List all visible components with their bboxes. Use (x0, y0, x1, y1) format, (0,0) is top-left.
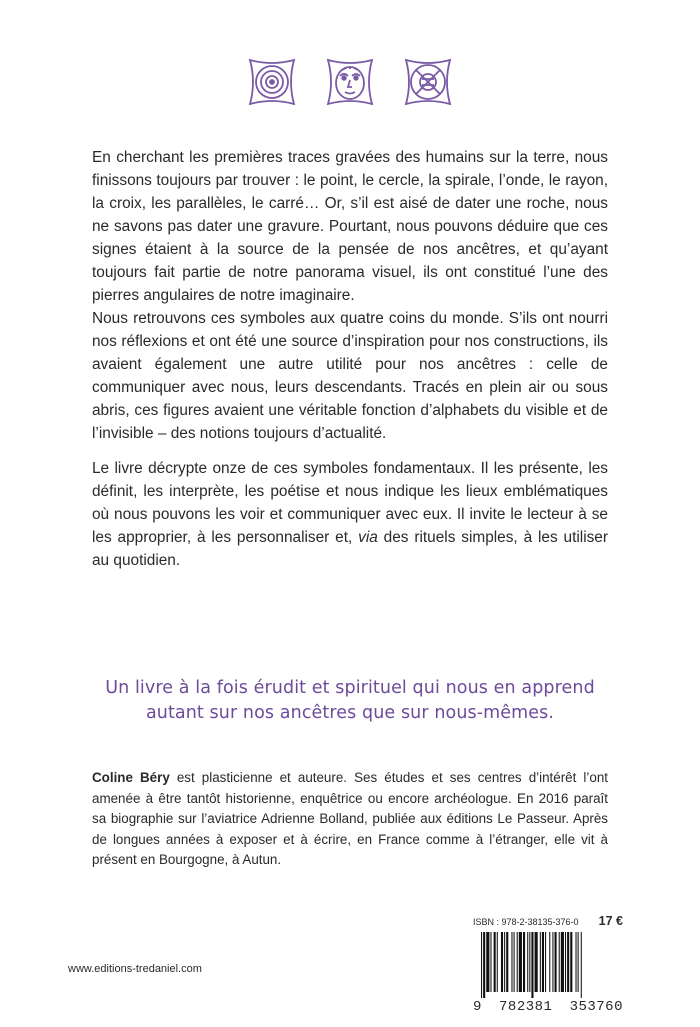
paragraph-1: En cherchant les premières traces gravées des humains sur la terre, nous finissons toujours par trouver : le point, le cercle, la spirale, l’onde, le rayon, la croix, les parallèles, le carré… Or, s’il est aisé de dater une roche, nous ne savons pas dater une gravure. Pourtant, nous pouvons déduire que ces signes étaient à la source de la pensée de nos ancêtres, et qu’ayant toujours fait partie de notre panorama visuel, ils ont constitué l’une des pierres angulaires de notre imaginaire. (92, 149, 608, 304)
author-bio (92, 768, 608, 871)
tagline (70, 676, 630, 726)
barcode-digits-right: 353760 (569, 999, 623, 1015)
barcode-bar (555, 932, 557, 992)
barcode-digits (473, 999, 623, 1015)
isbn-block (473, 914, 623, 1015)
barcode-digits-left: 782381 (499, 999, 553, 1015)
barcode-bar (531, 932, 533, 998)
symbols-row (0, 52, 700, 112)
barcode-bar (578, 932, 579, 992)
barcode-bar (481, 932, 482, 998)
barcode-bar (497, 932, 498, 992)
tagline-line-1: Un livre à la fois érudit et spirituel qui nous en apprend (105, 678, 595, 698)
isbn-number: ISBN : 978-2-38135-376-0 (473, 917, 579, 927)
barcode-bar (486, 932, 489, 992)
barcode-digit-first: 9 (473, 999, 482, 1015)
barcode-bar (535, 932, 538, 992)
author-name: Coline Béry (92, 770, 170, 785)
barcode-bar (517, 932, 518, 992)
paragraph-3-italic: via (358, 529, 378, 546)
paragraph-3 (92, 457, 608, 572)
barcode-bar (519, 932, 522, 992)
barcode (473, 932, 623, 998)
publisher-website[interactable]: www.editions-tredaniel.com (68, 963, 202, 975)
barcode-bar (559, 932, 560, 992)
barcode-bar (570, 932, 572, 992)
barcode-bar (483, 932, 485, 998)
barcode-bar (494, 932, 496, 992)
barcode-bar (567, 932, 569, 992)
barcode-bar (527, 932, 528, 992)
barcode-bar (552, 932, 553, 992)
wheel-pillow-symbol-icon (398, 52, 458, 112)
barcode-bar (514, 932, 515, 992)
tagline-line-2: autant sur nos ancêtres que sur nous-mêmes. (145, 703, 555, 723)
face-pillow-symbol-icon (320, 52, 380, 112)
barcode-bar (506, 932, 508, 992)
barcode-bar (490, 932, 491, 992)
author-bio-text: est plasticienne et auteure. Ses études et ses centres d’intérêt l’ont amenée à être tantôt historienne, enquêtrice ou encore archéologue. En 2016 paraît sa biographie sur l’aviatrice Adrienne Bolland, publiée aux éditions Le Passeur. Après de longues années à exposer et à écrire, en France comme à l’étranger, elle vit à présent en Bourgogne, à Autun. (92, 770, 608, 867)
back-cover-text (92, 146, 608, 572)
barcode-bar (529, 932, 530, 992)
paragraph-2: Nous retrouvons ces symboles aux quatre coins du monde. S’ils ont nourri nos réflexions et ont été une source d’inspiration pour nos constructions, ils avaient également une autre utilité pour nos ancêtres : celle de communiquer avec nous, leurs descendants. Tracés en plein air ou sous abris, ces figures avaient une véritable fonction d’alphabets du visible et de l’invisible – des notions toujours d’actualité. (92, 310, 608, 442)
barcode-bar (549, 932, 550, 992)
paragraph-3-after: des rituels simples, à les utiliser au quotidien. (92, 529, 608, 569)
barcode-bar (511, 932, 512, 992)
isbn-line (473, 914, 623, 928)
barcode-bar (561, 932, 564, 992)
barcode-bar (576, 932, 577, 992)
barcode-bar (540, 932, 541, 992)
paragraph-3-before: Le livre décrypte onze de ces symboles fondamentaux. Il les présente, les définit, les interprète, les poétise et nous indique les lieux emblématiques où nous pouvons les voir et communiquer avec eux. Il invite le lecteur à se les approprier, à les personnaliser et, (92, 460, 608, 546)
barcode-bar (504, 932, 505, 992)
barcode-bar (523, 932, 525, 992)
barcode-bar (542, 932, 544, 992)
barcode-bar (581, 932, 582, 998)
price: 17 € (598, 914, 623, 928)
spiral-pillow-symbol-icon (242, 52, 302, 112)
barcode-bar (565, 932, 566, 992)
barcode-bar (501, 932, 503, 992)
barcode-bar (545, 932, 546, 992)
